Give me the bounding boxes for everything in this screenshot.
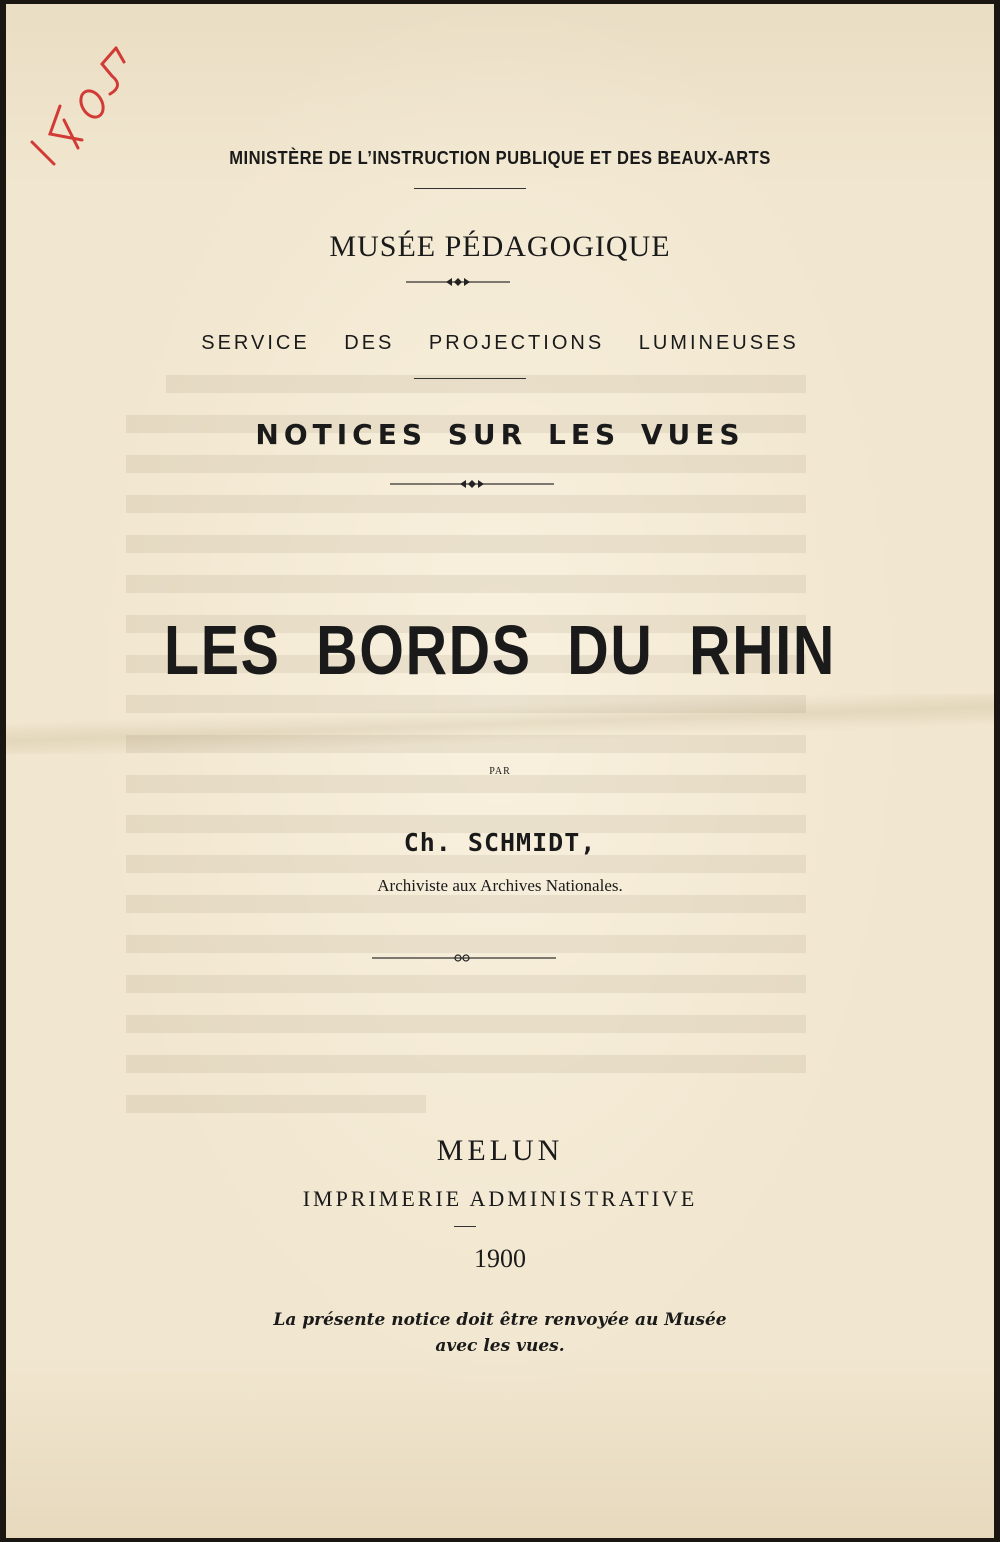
author-name: Ch. SCHMIDT, bbox=[403, 828, 597, 857]
return-notice-line1: La présente notice doit être renvoyée au Musée bbox=[273, 1310, 727, 1330]
document-title: LES BORDS DU RHIN bbox=[164, 611, 836, 689]
notices-heading: NOTICES SUR LES VUES bbox=[255, 418, 745, 451]
ornament-divider bbox=[406, 276, 510, 288]
author-role: Archiviste aux Archives Nationales. bbox=[377, 876, 623, 895]
publication-year: 1900 bbox=[474, 1244, 526, 1273]
ornament-divider bbox=[372, 952, 556, 964]
service-heading: SERVICE DES PROJECTIONS LUMINEUSES bbox=[201, 332, 799, 354]
divider-rule bbox=[414, 378, 526, 379]
city-name: MELUN bbox=[436, 1134, 564, 1167]
document-page bbox=[6, 4, 994, 1538]
return-notice-line2: avec les vues. bbox=[435, 1336, 565, 1356]
ministry-heading: MINISTÈRE DE L’INSTRUCTION PUBLIQUE ET DES BEAUX-ARTS bbox=[229, 148, 771, 168]
ornament-divider bbox=[390, 478, 554, 490]
printer-name: IMPRIMERIE ADMINISTRATIVE bbox=[302, 1186, 698, 1211]
divider-rule bbox=[414, 188, 526, 189]
museum-heading: MUSÉE PÉDAGOGIQUE bbox=[329, 230, 671, 263]
divider-rule bbox=[454, 1226, 476, 1227]
by-label: PAR bbox=[489, 766, 511, 777]
